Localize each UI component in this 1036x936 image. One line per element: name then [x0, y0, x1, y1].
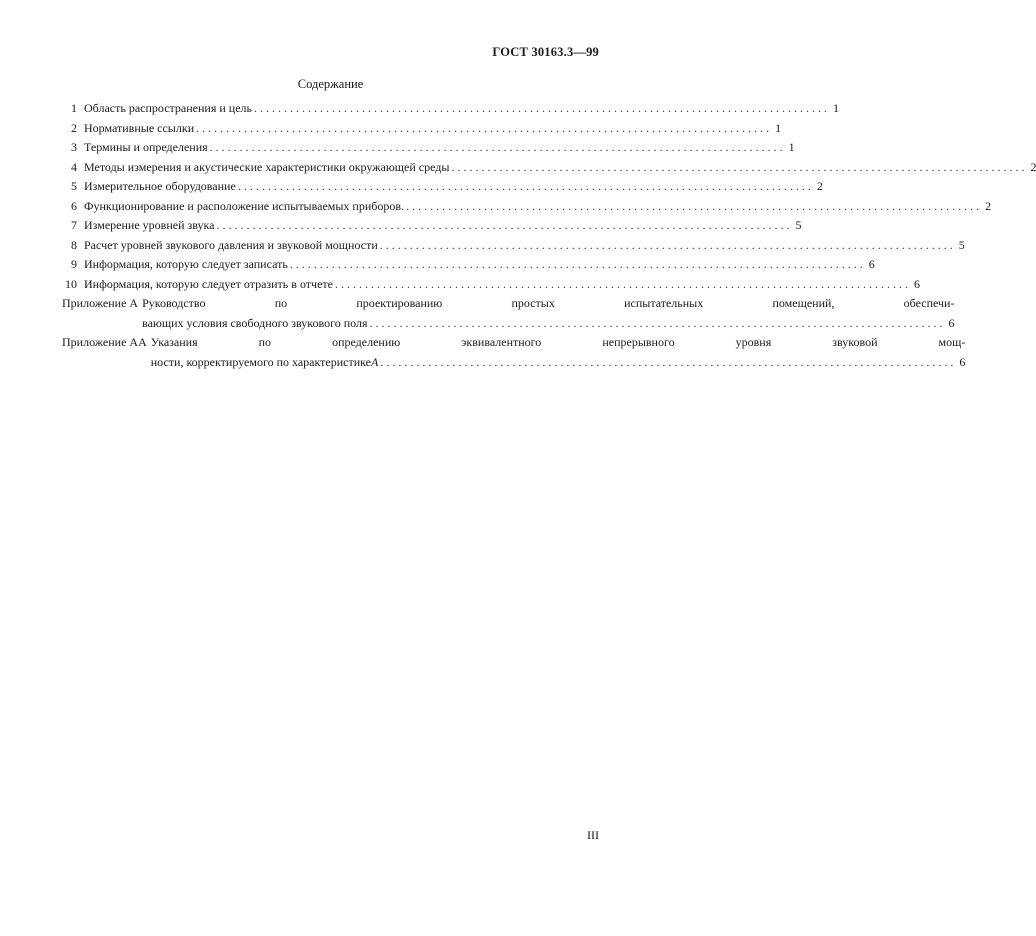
toc-entry-page: 1: [775, 120, 782, 135]
toc-entry-page: 5: [958, 237, 965, 252]
toc-entry-number: 7: [71, 218, 77, 232]
toc-entry-8[interactable]: [62, 237, 965, 258]
contents-title: Содержание: [297, 77, 364, 91]
toc-entry-page: 6: [868, 257, 875, 271]
appendix-title: [151, 335, 966, 374]
dot-leader: [406, 199, 979, 214]
dot-leader: [380, 238, 953, 253]
dot-leader: [369, 316, 942, 331]
toc-entry-label: Расчет уровней звукового давления и звуковой мощности: [84, 237, 378, 252]
dot-leader: [380, 355, 953, 370]
toc-entry-page: 6: [913, 276, 920, 291]
toc-entry-label: Информация, которую следует отразить в отчете: [84, 276, 333, 291]
document-code: ГОСТ 30163.3—99: [492, 45, 599, 59]
dot-leader: [451, 160, 1024, 175]
appendix-title: [142, 296, 954, 335]
dot-leader: [290, 257, 863, 272]
toc-entry-7[interactable]: [62, 218, 802, 238]
toc-entry-number: 5: [71, 179, 77, 193]
toc-entry-page: 2: [985, 198, 992, 213]
dot-leader: [254, 101, 827, 116]
toc-entry-page: 1: [788, 140, 795, 154]
toc-entry-4[interactable]: [62, 159, 1036, 180]
page-number: III: [587, 828, 599, 842]
toc-entry-label: Область распространения и цель: [84, 101, 252, 115]
toc-entry-number: 8: [71, 237, 77, 252]
appendix-title-line2: ности, корректируемого по характеристике: [150, 354, 372, 369]
toc-entry-number: 9: [71, 257, 77, 271]
toc-entry-number: 10: [65, 276, 77, 291]
table-of-contents: [62, 101, 1036, 374]
toc-entry-number: 2: [71, 120, 77, 135]
toc-appendix-aa[interactable]: [62, 335, 966, 374]
toc-entry-2[interactable]: [62, 120, 782, 141]
toc-entry-page: 2: [816, 179, 823, 193]
dot-leader: [210, 140, 783, 155]
toc-entry-3[interactable]: [62, 140, 795, 160]
appendix-title-line2: вающих условия свободного звукового поля: [142, 315, 368, 330]
toc-entry-label: Термины и определения: [84, 140, 208, 154]
appendix-title-line2-italic: А: [371, 354, 379, 369]
toc-entry-number: 6: [71, 198, 77, 213]
toc-appendix-a[interactable]: [62, 296, 955, 335]
toc-entry-10[interactable]: [62, 276, 920, 297]
toc-entry-page: 1: [833, 101, 839, 115]
toc-entry-page: 5: [795, 218, 802, 232]
appendix-label: Приложение А: [62, 296, 139, 310]
toc-entry-number: 3: [71, 140, 77, 154]
appendix-title-line2-row: [142, 316, 954, 336]
dot-leader: [238, 179, 811, 194]
dot-leader: [196, 121, 769, 136]
toc-entry-label: Нормативные ссылки: [84, 120, 195, 135]
toc-entry-page: 2: [1030, 159, 1036, 174]
toc-entry-label: Функционирование и расположение испытываемых приборов.: [84, 198, 405, 213]
toc-entry-label: Информация, которую следует записать: [84, 257, 288, 271]
appendix-label: Приложение АА: [62, 335, 147, 349]
appendix-title-line2-row: [151, 355, 966, 375]
toc-entry-6[interactable]: [62, 198, 992, 219]
toc-entry-number: 1: [71, 101, 77, 115]
toc-entry-5[interactable]: [62, 179, 823, 199]
appendix-page: 6: [948, 315, 955, 330]
toc-entry-label: Измерение уровней звука: [84, 218, 215, 232]
toc-entry-number: 4: [71, 159, 77, 174]
appendix-title-line1: Руководство по проектированию простых испытательных помещений, обеспечи-: [142, 296, 955, 310]
dot-leader: [216, 218, 789, 233]
dot-leader: [335, 277, 908, 292]
toc-entry-label: Измерительное оборудование: [84, 179, 236, 193]
toc-entry-1[interactable]: [62, 101, 839, 121]
toc-entry-9[interactable]: [62, 257, 875, 277]
appendix-page: 6: [959, 354, 966, 369]
toc-entry-label: Методы измерения и акустические характеристики окружающей среды: [84, 159, 450, 174]
appendix-title-line1: Указания по определению эквивалентного непрерывного уровня звуковой мощ-: [150, 335, 966, 349]
